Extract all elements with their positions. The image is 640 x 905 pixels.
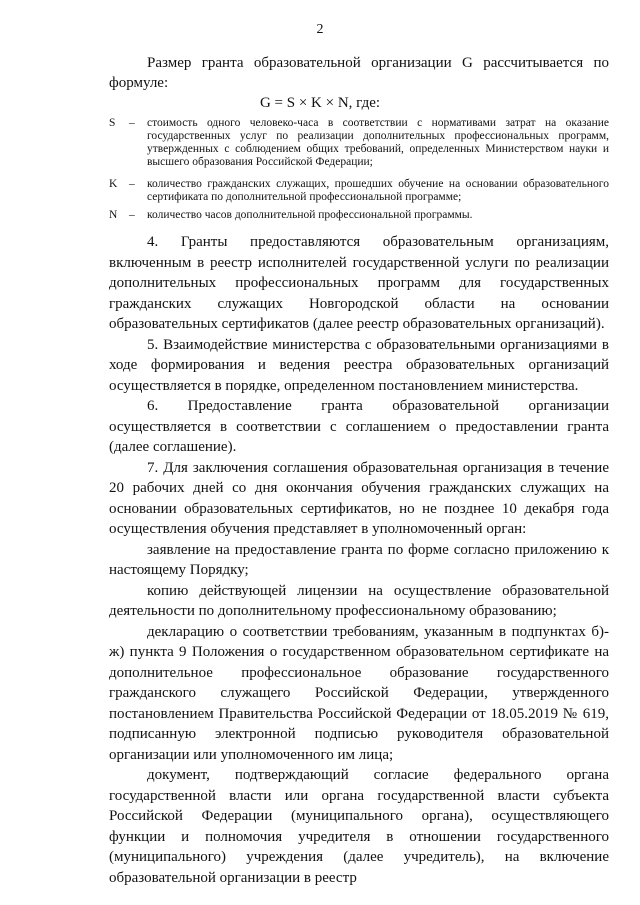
- grant-formula: G = S × K × N, где:: [259, 95, 381, 111]
- legend-dash: –: [129, 209, 135, 221]
- document-body: [109, 232, 609, 888]
- legend-text: количество гражданских служащих, прошедших обучение на основании образовательного сертификата по дополнительной профессиональной программе;: [147, 178, 609, 203]
- list-item-license: копию действующей лицензии на осуществление образовательной деятельности по дополнительному профессиональному образованию;: [109, 582, 609, 619]
- paragraph-6: 6. Предоставление гранта образовательной организации осуществляется в соответствии с соглашением о предоставлении гранта (далее соглашение).: [109, 398, 609, 455]
- formula-intro: Размер гранта образовательной организации G рассчитывается по формуле:: [109, 55, 609, 91]
- legend-text: стоимость одного человеко-часа в соответствии с нормативами затрат на оказание государственных услуг по реализации дополнительных профессиональных программ, утвержденных с соблюдением общих требований, определенных Министерством науки и высшего образования Российской Федерации;: [147, 117, 609, 168]
- paragraph-7: 7. Для заключения соглашения образовательная организация в течение 20 рабочих дней со дня окончания обучения гражданских служащих на основании образовательных сертификатов, но не позднее 10 декабря года осуществления обучения представляет в уполномоченный орган:: [109, 459, 609, 537]
- paragraph-4: 4. Гранты предоставляются образовательным организациям, включенным в реестр исполнителей государственной услуги по реализации дополнительных профессиональных программ для государственных гражданских служащих Новгородской области на основании образовательных сертификатов (далее реестр образовательных организаций).: [109, 234, 609, 332]
- list-item-application: заявление на предоставление гранта по форме согласно приложению к настоящему Порядку;: [109, 541, 609, 578]
- legend-symbol: K: [109, 178, 118, 190]
- legend-dash: –: [129, 117, 135, 129]
- paragraph-5: 5. Взаимодействие министерства с образовательными организациями в ходе формирования и ведения реестра образовательных организаций осуществляется в порядке, определенном постановлением министерства.: [109, 336, 609, 394]
- list-item-consent-document: документ, подтверждающий согласие федерального органа государственной власти или органа государственной власти субъекта Российской Федерации (муниципального органа), осуществляющего функции и полномочия учредителя в отношении государственного (муниципального) учреждения (далее учредитель), на включение образовательной организации в реестр: [109, 767, 609, 886]
- legend-text: количество часов дополнительной профессиональной программы.: [147, 209, 473, 221]
- legend-item-k: [109, 178, 609, 204]
- legend-symbol: S: [109, 117, 116, 129]
- legend-item-n: [109, 209, 609, 222]
- page-number: 2: [316, 22, 324, 37]
- legend-item-s: [109, 117, 609, 169]
- list-item-declaration: декларацию о соответствии требованиям, указанным в подпунктах б)-ж) пункта 9 Положения о государственном образовательном сертификате на дополнительное профессиональное образование государственного гражданского служащего Российской Федерации, утвержденного постановлением Правительства Российской Федерации от 18.05.2019 № 619, подписанную электронной подписью руководителя образовательной организации или уполномоченного им лица;: [109, 623, 609, 763]
- legend-dash: –: [129, 178, 135, 190]
- legend-symbol: N: [109, 209, 118, 221]
